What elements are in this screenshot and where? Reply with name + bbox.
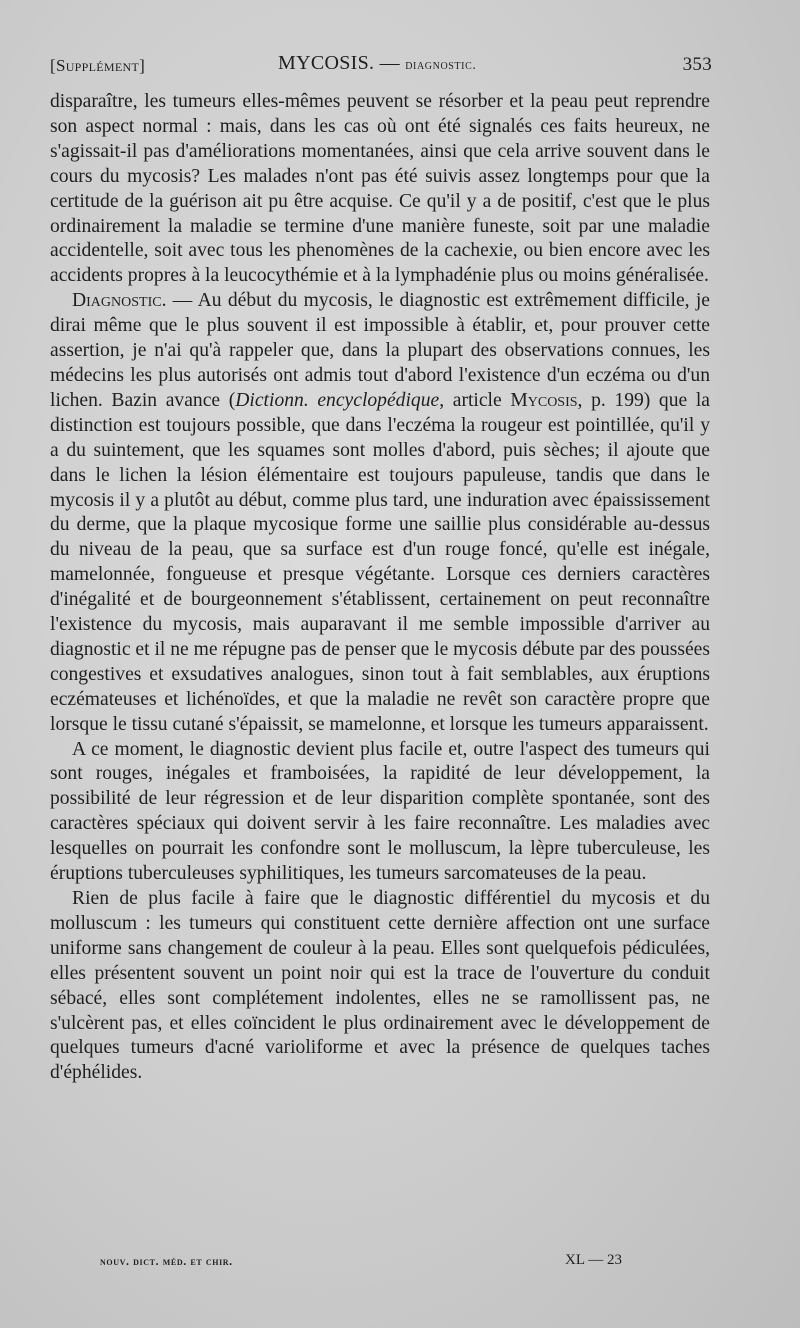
- header-dash: —: [374, 52, 406, 74]
- running-header: [50, 52, 710, 90]
- paragraph-3: A ce moment, le diagnostic devient plus facile et, outre l'aspect des tumeurs qui sont rouges, inégales et framboisées, la rapidité de leur développement, la possibilité de leur régression et de leur disparition complète spontanée, sont des caractères spéciaux qui doivent servir à les faire reconnaître. Les maladies avec lesquelles on pourrait les confondre sont le molluscum, la lèpre tuberculeuse, les éruptions tuberculeuses syphilitiques, les tumeurs sarcomateuses de la peau.: [50, 738, 710, 885]
- body-text: [50, 90, 710, 1086]
- page-number: 353: [682, 54, 712, 75]
- reference-title: Dictionn. encyclopédique: [235, 389, 440, 411]
- header-section-label: [Supplément]: [50, 56, 146, 75]
- paragraph-2-text-b: , article: [439, 389, 511, 411]
- paragraph-1: disparaître, les tumeurs elles-mêmes peuvent se résorber et la peau peut reprendre son aspect normal : mais, dans les cas où ont été signalés ces faits heureux, ne s'agissait-il pas d'améliorations momentanées, ainsi que cela arrive souvent dans le cours du mycosis? Les malades n'ont pas été suivis assez longtemps pour que la certitude de la guérison ait pu être acquise. Ce qu'il y a de positif, c'est que le plus ordinairement la maladie se termine d'une manière funeste, soit par une maladie accidentelle, soit avec tous les phenomènes de la cachexie, ou bien encore avec les accidents propres à la leucocythémie et à la lymphadénie plus ou moins généralisée.: [50, 91, 710, 287]
- section-heading-diagnostic: Diagnostic.: [72, 290, 167, 312]
- footer-volume: XL — 23: [565, 1252, 622, 1268]
- paragraph-4: Rien de plus facile à faire que le diagnostic différentiel du mycosis et du molluscum : les tumeurs qui constituent cette dernière affection ont une surface uniforme sans changement de couleur à la peau. Elles sont quelquefois pédiculées, elles présentent souvent un point noir qui est la trace de l'ouverture du conduit sébacé, elles sont complétement indolentes, elles ne se ramollissent pas, ne s'ulcèrent pas, et elles coïncident le plus ordinairement avec le développement de quelques tumeurs d'acné varioliforme et avec la présence de quelques taches d'éphélides.: [50, 888, 710, 1084]
- header-title-group: [278, 52, 476, 75]
- reference-article: Mycosis: [510, 389, 578, 411]
- paragraph-2-text-a: — Au début du mycosis, le diagnostic est extrêmement difficile, je dirai même que le plus souvent il est impossible à établir, et, pour prouver cette assertion, je n'ai qu'à rappeler que, dans la plupart des observations connues, les médecins les plus autorisés ont admis tout d'abord l'existence d'un eczéma ou d'un lichen. Bazin avance (: [50, 290, 710, 411]
- header-subtitle: diagnostic.: [405, 58, 477, 73]
- paragraph-2: [50, 289, 710, 737]
- page-footer: [100, 1252, 640, 1272]
- paragraph-2-text-c: , p. 199) que la distinction est toujours possible, que dans l'eczéma la rougeur est pointillée, qu'il y a du suintement, que les squames sont molles d'abord, puis sèches; il ajoute que dans le lichen la lésion élémentaire est toujours papuleuse, tandis que dans le mycosis il y a plutôt au début, comme plus tard, une induration avec épaississement du derme, que la plaque mycosique forme une saillie plus considérable au-dessus du niveau de la peau, que sa surface est d'un rouge foncé, qu'elle est inégale, mamelonnée, fongueuse et presque végétante. Lorsque ces derniers caractères d'inégalité et de bourgeonnement s'établissent, certainement on peut reconnaître l'existence du mycosis, mais auparavant il me semble impossible d'arriver au diagnostic et il ne me répugne pas de penser que le mycosis débute par des poussées congestives et exsudatives analogues, sinon tout à fait semblables, aux éruptions eczémateuses et lichénoïdes, et que la maladie ne revêt son caractère propre que lorsque le tissu cutané s'épaissit, se mamelonne, et lorsque les tumeurs apparaissent.: [50, 389, 711, 735]
- footer-signature: nouv. dict. méd. et chir.: [100, 1254, 233, 1268]
- header-title: MYCOSIS.: [278, 52, 375, 74]
